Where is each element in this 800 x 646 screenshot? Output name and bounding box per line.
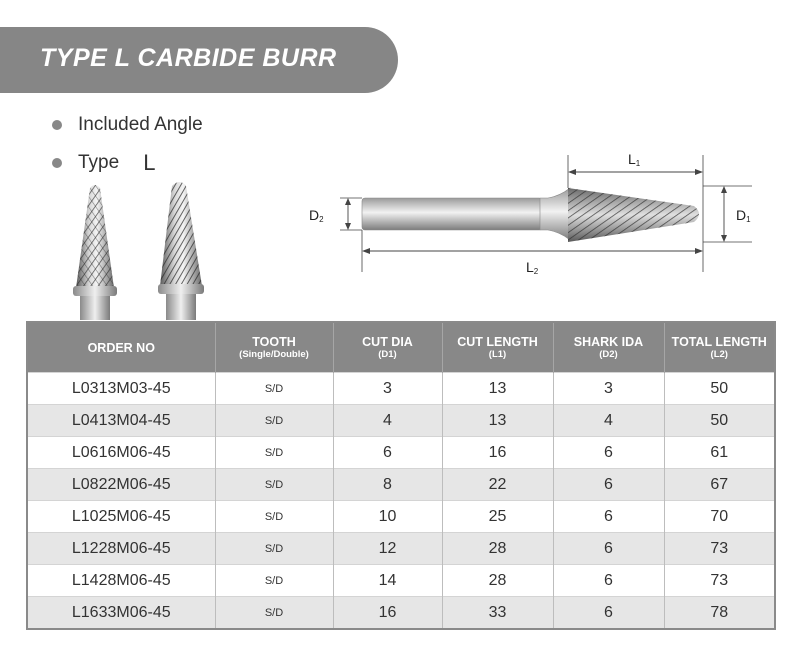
total-length-cell: 67 — [664, 469, 775, 501]
cut-dia-cell: 12 — [333, 533, 442, 565]
cut-length-cell: 25 — [442, 501, 553, 533]
shank-dia-cell: 6 — [553, 597, 664, 630]
column-header: SHARK IDA (D2) — [553, 322, 664, 373]
burr-shank — [362, 198, 542, 230]
cut-length-cell: 13 — [442, 373, 553, 405]
single-cut-burr-photo — [158, 182, 204, 320]
shank-dia-cell: 6 — [553, 437, 664, 469]
total-length-cell: 73 — [664, 565, 775, 597]
tooth-cell: S/D — [215, 469, 333, 501]
shank-dia-cell: 6 — [553, 565, 664, 597]
burr-cutting-head — [568, 188, 699, 242]
tooth-cell: S/D — [215, 533, 333, 565]
shank-dia-cell: 3 — [553, 373, 664, 405]
page-title: TYPE L CARBIDE BURR — [40, 44, 337, 72]
table-row — [27, 405, 775, 437]
cut-dia-cell: 3 — [333, 373, 442, 405]
cut-dia-cell: 10 — [333, 501, 442, 533]
table-row — [27, 501, 775, 533]
cut-length-cell: 16 — [442, 437, 553, 469]
tooth-cell: S/D — [215, 501, 333, 533]
cut-length-cell: 28 — [442, 565, 553, 597]
shank-dia-cell: 4 — [553, 405, 664, 437]
cut-dia-cell: 16 — [333, 597, 442, 630]
tooth-cell: S/D — [215, 565, 333, 597]
spec-table — [26, 321, 776, 630]
product-photos — [62, 180, 232, 320]
order-no-cell: L0413M04-45 — [27, 405, 215, 437]
bullet-label: Included Angle — [78, 114, 203, 135]
bullet-included-angle — [52, 114, 203, 136]
total-length-cell: 50 — [664, 405, 775, 437]
total-length-cell: 70 — [664, 501, 775, 533]
order-no-cell: L1025M06-45 — [27, 501, 215, 533]
table-row — [27, 533, 775, 565]
bullet-dot-icon — [52, 120, 62, 130]
table-header-row — [27, 322, 775, 373]
cut-dia-cell: 4 — [333, 405, 442, 437]
double-cut-burr-photo — [73, 185, 117, 320]
tooth-cell: S/D — [215, 405, 333, 437]
tooth-cell: S/D — [215, 373, 333, 405]
table-row — [27, 469, 775, 501]
total-length-cell: 73 — [664, 533, 775, 565]
order-no-cell: L1228M06-45 — [27, 533, 215, 565]
column-header: CUT LENGTH (L1) — [442, 322, 553, 373]
tooth-cell: S/D — [215, 437, 333, 469]
cut-length-cell: 22 — [442, 469, 553, 501]
total-length-cell: 61 — [664, 437, 775, 469]
table-row — [27, 373, 775, 405]
order-no-cell: L1633M06-45 — [27, 597, 215, 630]
shank-dia-cell: 6 — [553, 501, 664, 533]
cut-length-cell: 28 — [442, 533, 553, 565]
d1-label: D1 — [736, 207, 751, 224]
cut-length-cell: 33 — [442, 597, 553, 630]
column-header: ORDER NO — [27, 322, 215, 373]
bullet-type — [52, 150, 155, 176]
order-no-cell: L1428M06-45 — [27, 565, 215, 597]
shank-dia-cell: 6 — [553, 533, 664, 565]
dimension-diagram — [300, 150, 770, 280]
total-length-cell: 78 — [664, 597, 775, 630]
cut-length-cell: 13 — [442, 405, 553, 437]
l1-label: L1 — [628, 151, 641, 168]
bullet-value: L — [143, 150, 156, 175]
cut-dia-cell: 14 — [333, 565, 442, 597]
table-row — [27, 565, 775, 597]
shank-dia-cell: 6 — [553, 469, 664, 501]
order-no-cell: L0616M06-45 — [27, 437, 215, 469]
total-length-cell: 50 — [664, 373, 775, 405]
cut-dia-cell: 8 — [333, 469, 442, 501]
table-row — [27, 597, 775, 630]
column-header: CUT DIA (D1) — [333, 322, 442, 373]
l2-label: L2 — [526, 259, 539, 276]
tooth-cell: S/D — [215, 597, 333, 630]
order-no-cell: L0313M03-45 — [27, 373, 215, 405]
order-no-cell: L0822M06-45 — [27, 469, 215, 501]
column-header: TOOTH (Single/Double) — [215, 322, 333, 373]
cut-dia-cell: 6 — [333, 437, 442, 469]
bullet-label: Type — [78, 152, 120, 173]
d2-label: D2 — [309, 207, 324, 224]
column-header: TOTAL LENGTH (L2) — [664, 322, 775, 373]
table-row — [27, 437, 775, 469]
bullet-dot-icon — [52, 158, 62, 168]
